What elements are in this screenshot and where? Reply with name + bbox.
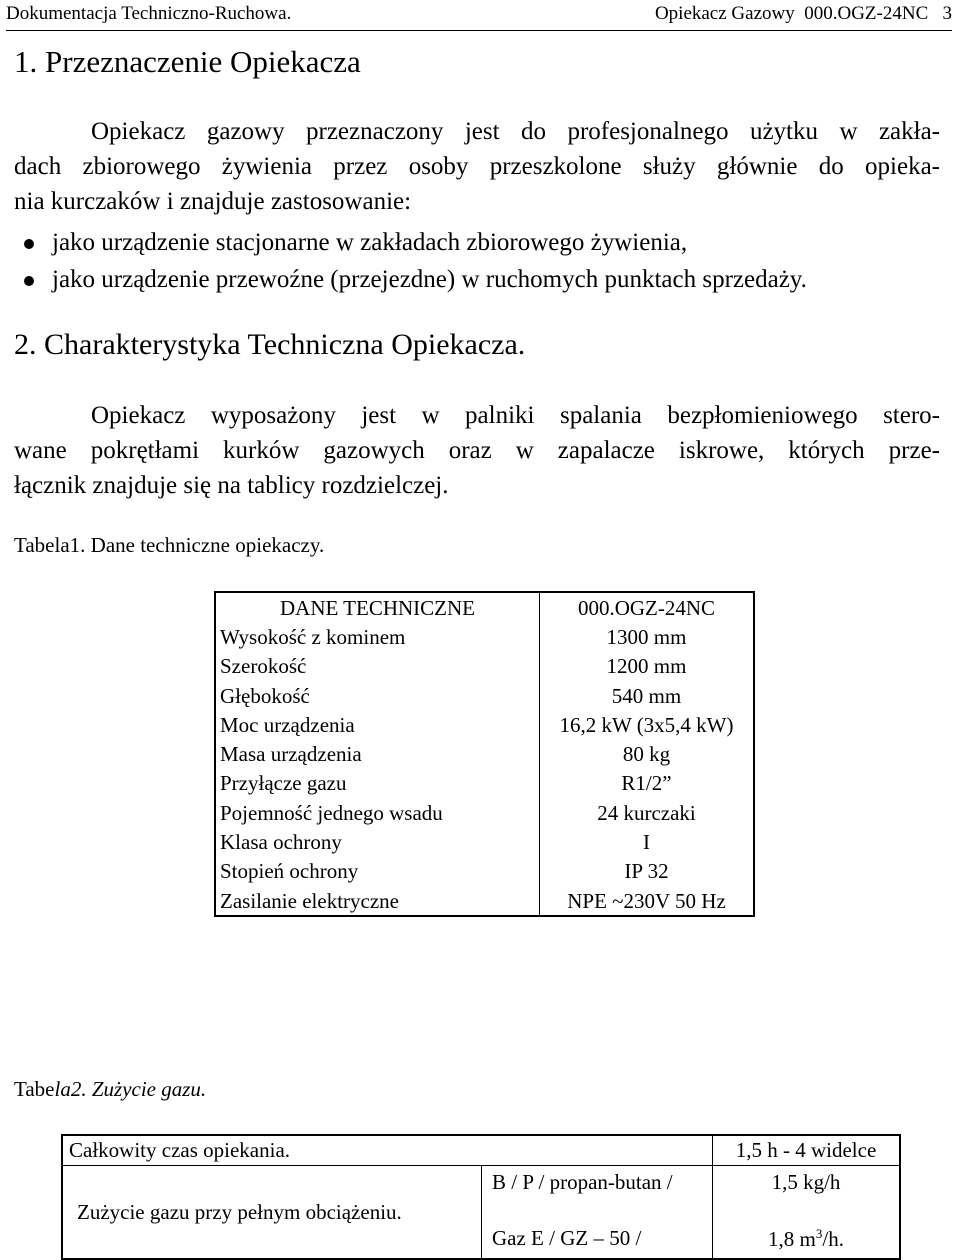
table-row	[215, 827, 754, 856]
param-name: Klasa ochrony	[215, 827, 540, 856]
gas-type-lpg: B / P / propan-butan /	[492, 1170, 673, 1194]
param-name: Stopień ochrony	[215, 857, 540, 886]
consumption-label: Zużycie gazu przy pełnym obciążeniu.	[62, 1166, 482, 1260]
section1-line-2: dach zbiorowego żywienia przez osoby przeszkolone służy głównie do opieka-	[14, 153, 940, 180]
param-value: IP 32	[540, 857, 755, 886]
param-value: NPE ~230V 50 Hz	[540, 886, 755, 916]
table-row	[215, 769, 754, 798]
bullet-text: jako urządzenie stacjonarne w zakładach zbiorowego żywienia,	[52, 229, 688, 256]
table-row	[215, 739, 754, 768]
section2-paragraph	[14, 398, 940, 503]
table2-caption	[14, 1077, 206, 1102]
bullet-text: jako urządzenie przewoźne (przejezdne) w ruchomych punktach sprzedaży.	[52, 266, 807, 293]
consumption-natural	[713, 1226, 899, 1252]
table-row	[215, 652, 754, 681]
param-value: 1300 mm	[540, 622, 755, 651]
table2-caption-prefix: Tabe	[14, 1077, 55, 1101]
table-header-cell: DANE TECHNICZNE	[215, 592, 540, 622]
table-row	[215, 886, 754, 916]
bullet-dot-icon	[24, 239, 34, 249]
param-value: R1/2”	[540, 769, 755, 798]
param-name: Masa urządzenia	[215, 739, 540, 768]
section1-line-3: nia kurczaków i znajduje zastosowanie:	[14, 188, 412, 215]
bullet-dot-icon	[24, 276, 34, 286]
table-row	[62, 1166, 900, 1260]
section1-paragraph	[14, 114, 940, 219]
consumption-values-cell	[713, 1166, 901, 1260]
param-name: Zasilanie elektryczne	[215, 886, 540, 916]
param-value: 540 mm	[540, 681, 755, 710]
table-header-cell: 000.OGZ-24NC	[540, 592, 755, 622]
param-name: Pojemność jednego wsadu	[215, 798, 540, 827]
bullet-item	[0, 224, 807, 261]
header-doc-title: Dokumentacja Techniczno-Ruchowa.	[6, 3, 292, 24]
param-value: I	[540, 827, 755, 856]
param-name: Moc urządzenia	[215, 710, 540, 739]
technical-data-table	[214, 591, 755, 917]
section1-heading: 1. Przeznaczenie Opiekacza	[14, 44, 361, 79]
roasting-time-value: 1,5 h - 4 widelce	[713, 1135, 901, 1166]
param-value: 16,2 kW (3x5,4 kW)	[540, 710, 755, 739]
param-name: Przyłącze gazu	[215, 769, 540, 798]
header-product-page: Opiekacz Gazowy 000.OGZ-24NC 3	[654, 3, 952, 24]
usage-bullet-list	[0, 224, 807, 298]
param-value: 80 kg	[540, 739, 755, 768]
param-name: Wysokość z kominem	[215, 622, 540, 651]
param-name: Szerokość	[215, 652, 540, 681]
table-row	[62, 1135, 900, 1166]
table-header-row	[215, 592, 754, 622]
table-row	[215, 622, 754, 651]
roasting-time-label: Całkowity czas opiekania.	[62, 1135, 713, 1166]
gas-consumption-table	[61, 1134, 901, 1260]
section2-line-3: łącznik znajduje się na tablicy rozdzielczej.	[14, 472, 449, 499]
gas-type-natural: Gaz E / GZ – 50 /	[492, 1226, 642, 1250]
section2-line-2: wane pokrętłami kurków gazowych oraz w zapalacze iskrowe, których prze-	[14, 437, 940, 464]
gas-types-cell	[482, 1166, 713, 1260]
param-value: 1200 mm	[540, 652, 755, 681]
param-value: 24 kurczaki	[540, 798, 755, 827]
table-row	[215, 857, 754, 886]
bullet-item	[0, 261, 807, 298]
section1-line-1: Opiekacz gazowy przeznaczony jest do profesjonalnego użytku w zakła-	[91, 118, 940, 145]
table2-caption-italic: la2. Zużycie gazu.	[54, 1077, 207, 1101]
table-row	[215, 798, 754, 827]
param-name: Głębokość	[215, 681, 540, 710]
consumption-natural-exponent: 3	[815, 1226, 823, 1241]
table1-caption: Tabela1. Dane techniczne opiekaczy.	[14, 533, 325, 557]
section2-heading: 2. Charakterystyka Techniczna Opiekacza.	[14, 328, 526, 361]
page-header	[6, 0, 952, 31]
consumption-natural-value: 1,8 m	[768, 1227, 816, 1251]
consumption-lpg: 1,5 kg/h	[771, 1170, 841, 1194]
consumption-natural-unit: /h.	[822, 1227, 844, 1251]
table-row	[215, 681, 754, 710]
section2-line-1: Opiekacz wyposażony jest w palniki spalania bezpłomieniowego stero-	[91, 402, 940, 429]
table-row	[215, 710, 754, 739]
